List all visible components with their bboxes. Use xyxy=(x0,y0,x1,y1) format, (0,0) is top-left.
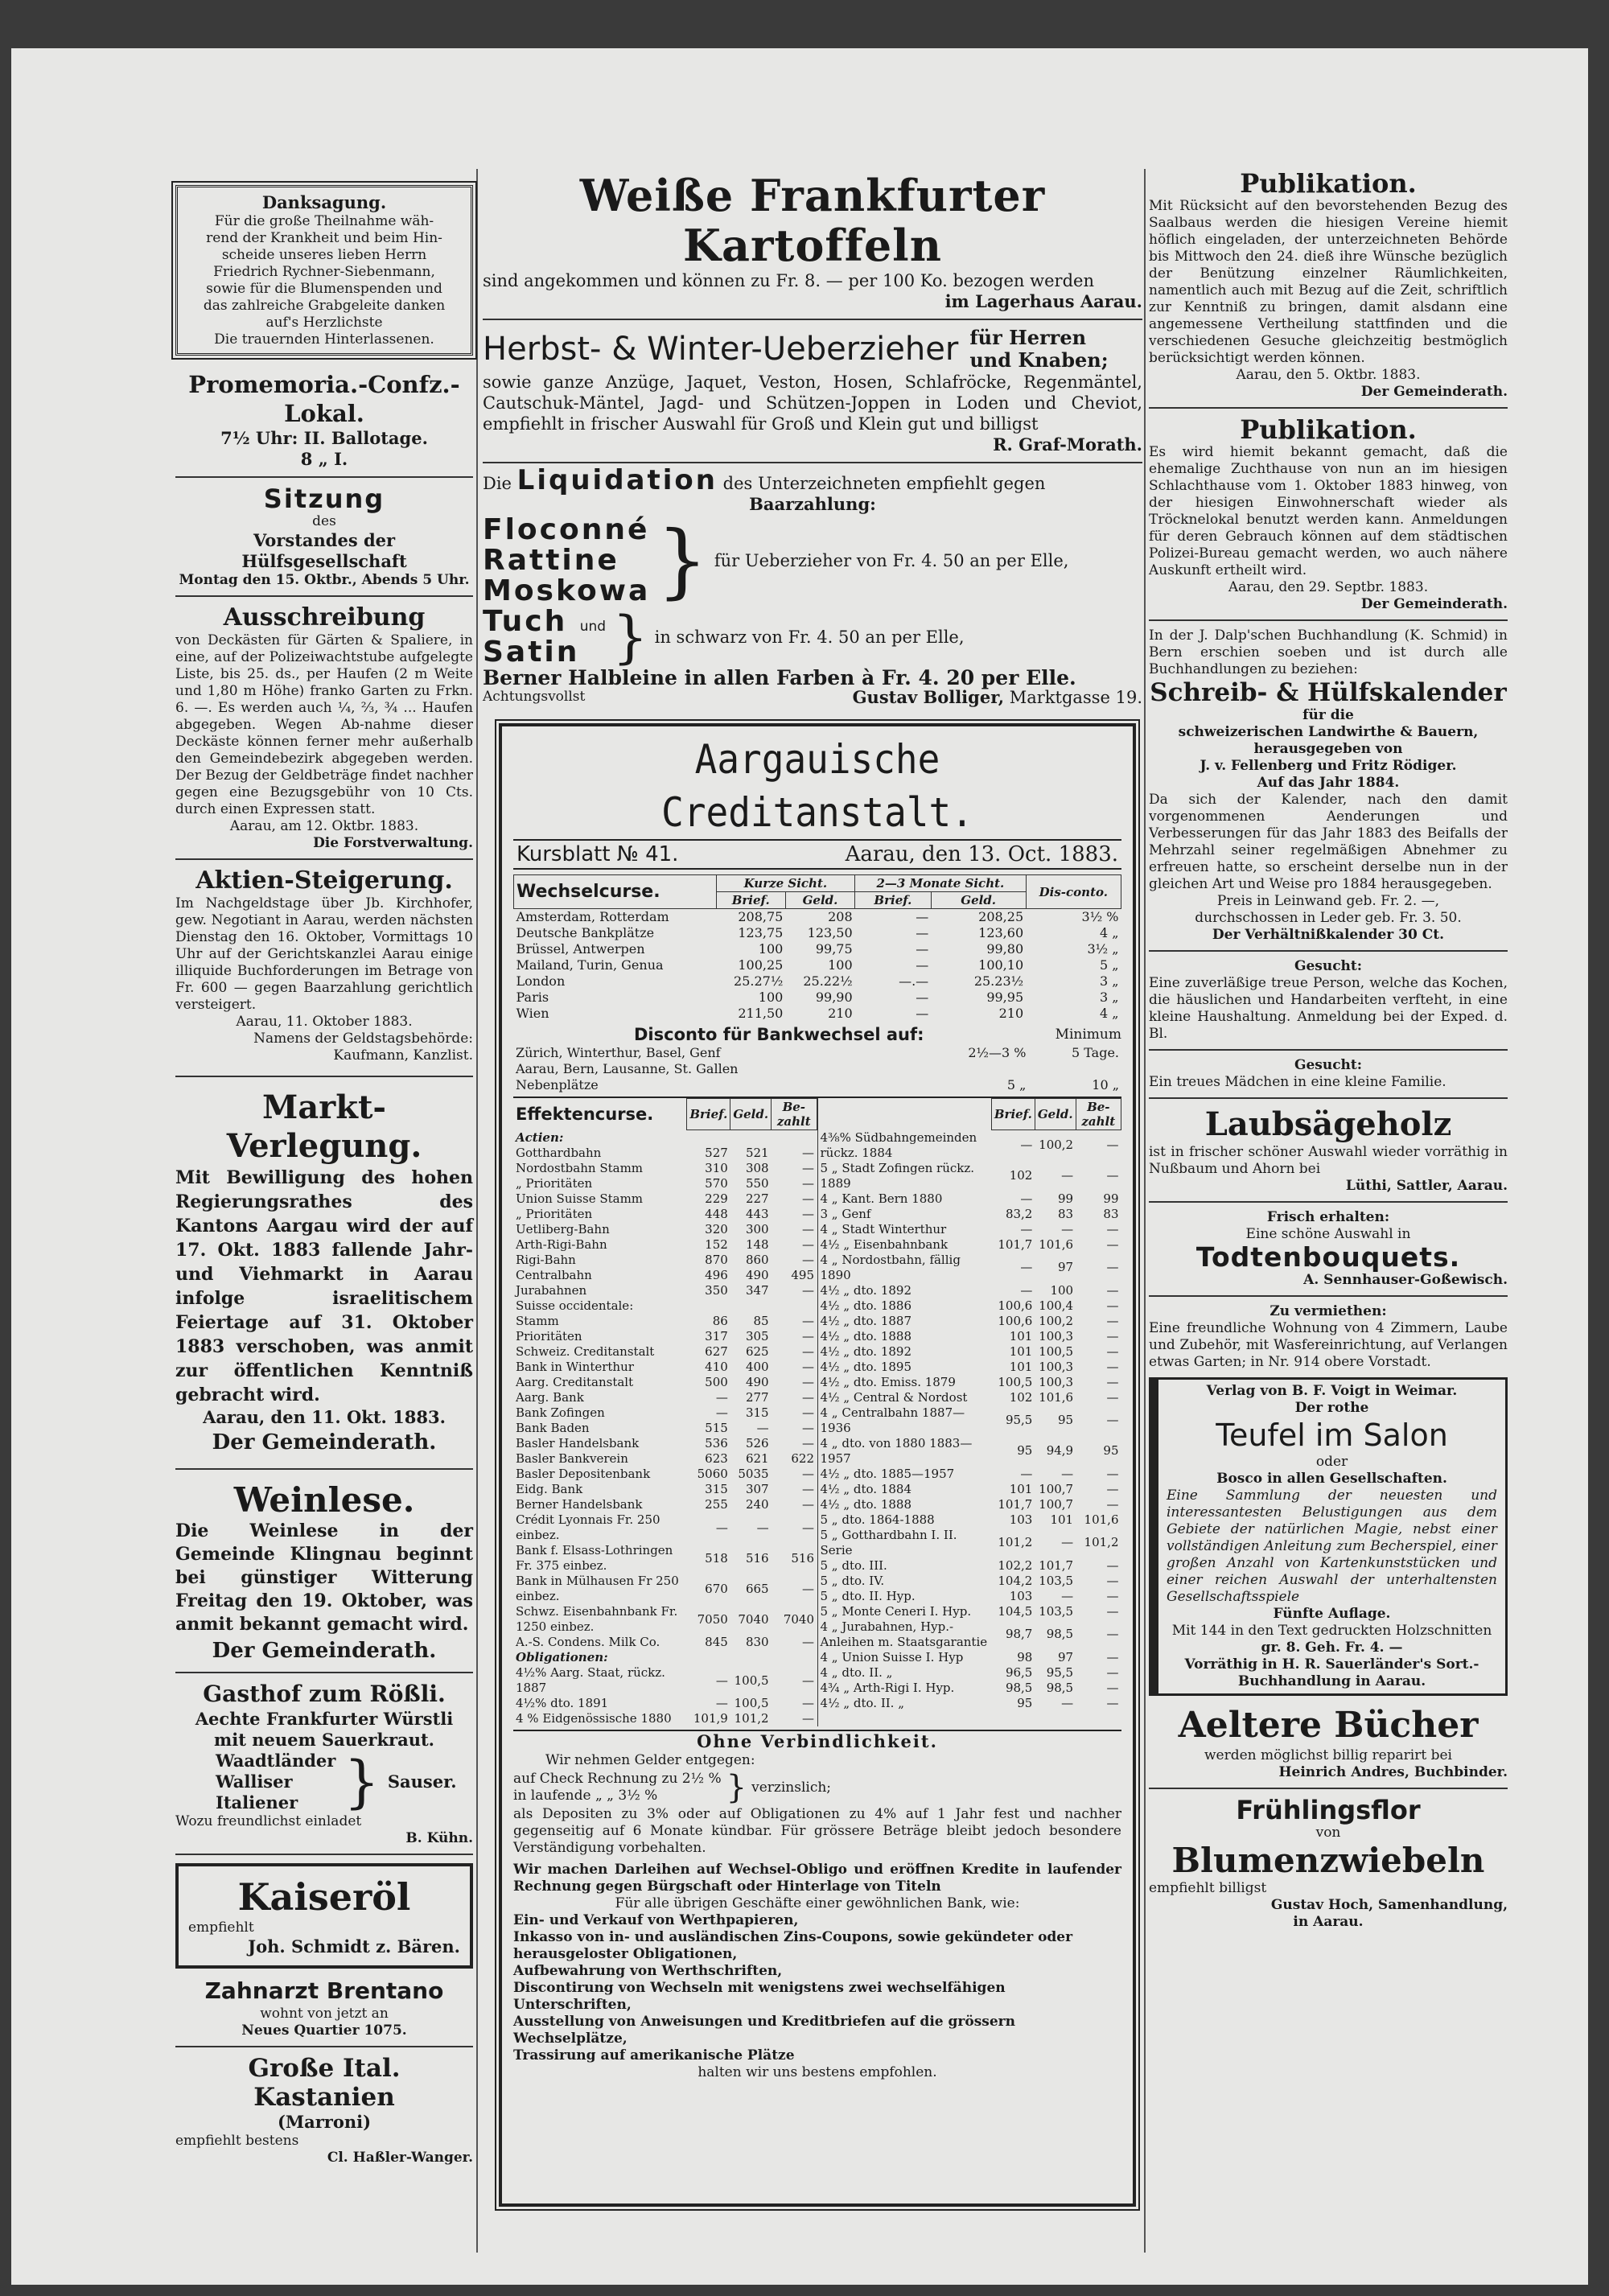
aktien-sign-2: Kaufmann, Kanzlist. xyxy=(333,1047,473,1064)
gesucht2-title: Gesucht: xyxy=(1294,1057,1363,1073)
dalp-body: In der J. Dalp'schen Buchhandlung (K. Schmid) in Bern erschien soeben und ist durch alle Buchhandlungen zu beziehen: xyxy=(1149,627,1508,677)
pub1-sign: Der Gemeinderath. xyxy=(1360,384,1508,400)
danksagung-line-1: Für die große Theilnahme wäh- xyxy=(214,213,434,229)
brief-head: Brief. xyxy=(716,892,785,909)
aktien-row: Schwz. Eisenbahnbank Fr. 1250 einbez. 7050 7040 7040 xyxy=(516,1604,814,1634)
ausschreibung-sign: Die Forstverwaltung. xyxy=(313,835,473,851)
fruehling-von: von xyxy=(1315,1825,1341,1841)
herbst-side-1: für Herren xyxy=(969,326,1087,349)
liq-item-3: Moskowa xyxy=(483,574,651,607)
obligation-row: 4½ „ dto. 1884 101 100,7 — xyxy=(820,1481,1119,1496)
schreib-price-2: durchschossen in Leder geb. Fr. 3. 50. xyxy=(1195,910,1462,926)
teufel-aufl: Fünfte Auflage. xyxy=(1273,1606,1391,1622)
aktien-row: Aarg. Bank — 277 — xyxy=(516,1390,814,1405)
uebrig: Für alle übrigen Geschäfte einer gewöhnlichen Bank, wie: xyxy=(615,1895,1020,1911)
teufel-mit: Mit 144 in den Text gedruckten Holzschnitten xyxy=(1171,1623,1492,1639)
obligation-row: 5 „ dto. IV. 104,2 103,5 — xyxy=(820,1573,1119,1588)
danksagung-ad xyxy=(175,185,473,356)
effekten-left-table xyxy=(513,1098,817,1726)
liquidation-price-2: in schwarz von Fr. 4. 50 an per Elle, xyxy=(654,627,965,647)
pub2-body: Es wird hiemit bekannt gemacht, daß die ehemalige Zuchthause von nun an im hiesigen Schlachthause vom 1. Oktober 1883 hinweg, von der hiesigen Einwohnerschaft wieder als Tröcknelokal benutzt werden kann. Anmeldungen für deren Gebrauch können auf dem städtischen Polizei-Bureau gemacht werden, wo auch nähere Auskunft ertheilt wird. xyxy=(1149,444,1508,578)
column-rule-right xyxy=(1144,169,1146,2253)
aktien-row: Rigi-Bahn 870 860 — xyxy=(516,1253,814,1267)
promemoria-title: Promemoria.-Confz.-Lokal. xyxy=(188,371,460,427)
zahnarzt-title: Zahnarzt Brentano xyxy=(204,1977,444,2004)
aktien-body: Im Nachgeldstage über Jb. Kirchhofer, gew. Negotiant in Aarau, werden nächsten Dienstag den 16. Oktober, Vormittags 10 Uhr auf der Gerichtskanzlei Aarau einige illiquide Buchforderungen im Betrage von Fr. 600 — gegen Baarzahlung gerichtlich versteigert. xyxy=(175,895,473,1013)
kurz-sicht: Kurze Sicht. xyxy=(716,875,855,892)
ausschreibung-body: von Deckästen für Gärten & Spaliere, in eine, auf der Polizeiwachtstube aufgelegte Liste, bis 25. ds., per Haufen (2 m Weite und 1,80 m Höhe) franko Garten zu Frkn. 6. —. Es werden auch ¼, ⅔, ¾ ... Haufen abgegeben. Wegen Ab-nahme dieser Deckäste können ferner mehr außerhalb den Gemeindebezirk abgegeben werden. Der Bezug der Geldbeträge findet nachher gegen eine Bezugsgebühr von 10 Cts. durch einen Expressen statt. xyxy=(175,632,473,817)
obligation-row: 4 „ Jurabahnen, Hyp.-Anleihen m. Staatsgarantie 98,7 98,5 — xyxy=(820,1619,1119,1649)
gesucht1-body: Eine zuverläßige treue Person, welche das Kochen, die häuslichen und Handarbeiten verfteht, in eine kleine Haushaltung. Anmeldung bei der Exped. d. Bl. xyxy=(1149,975,1508,1042)
pub1-body: Mit Rücksicht auf den bevorstehenden Bezug des Saalbaus werden die hiesigen Vereine hiemit höflich eingeladen, der unterzeichneten Behörde bis Mittwoch den 24. dieß ihre Wünsche bezüglich der Benützung einzelner Räumlichkeiten, namentlich auch mit Bezug auf die Zeit, schriftlich zur Kenntniß zu bringen, damit alsdann eine angemessene Vertheilung stattfinden und die verschiedenen Gesuche gleichzeitig bestmöglich berücksichtigt werden können. xyxy=(1149,198,1508,366)
geschaeft-item-5: Ausstellung von Anweisungen und Kreditbriefen auf die grössern Wechselplätze, xyxy=(513,2014,1015,2047)
right-column xyxy=(1149,169,1508,1931)
aktien-row: Bank Zofingen — 315 — xyxy=(516,1405,814,1420)
fruehling-title: Frühlingsflor xyxy=(1236,1795,1421,1825)
geschaeft-item-6: Trassirung auf amerikanische Plätze xyxy=(513,2047,795,2064)
kartoffeln-title: Weiße Frankfurter Kartoffeln xyxy=(579,170,1046,271)
obligation-row: 4½ „ dto. 1892 — 100 — xyxy=(820,1282,1119,1298)
markt-title: Markt-Verlegung. xyxy=(226,1088,422,1165)
schreib-line-5: Auf das Jahr 1884. xyxy=(1257,775,1400,791)
obligation-row: 5 „ dto. II. Hyp. 103 — — xyxy=(820,1588,1119,1603)
obligation-row: 5 „ Gotthardbahn I. II. Serie 101,2 — 101,2 xyxy=(820,1527,1119,1557)
middle-column xyxy=(483,171,1142,2207)
obligation-row: 3 „ Genf 83,2 83 83 xyxy=(820,1206,1119,1221)
verlag: Verlag von B. F. Voigt in Weimar. xyxy=(1206,1383,1458,1399)
markt-date: Aarau, den 11. Okt. 1883. xyxy=(203,1407,446,1427)
pub2-title: Publikation. xyxy=(1240,414,1417,445)
gasthof-invite: Wozu freundlichst einladet xyxy=(175,1813,362,1829)
aktien-row: Eidg. Bank 315 307 — xyxy=(516,1482,814,1496)
sitzung-line-2: Vorstandes der Hülfsgesellschaft xyxy=(241,530,407,571)
aktien-row: Crédit Lyonnais Fr. 250 einbez. — — — xyxy=(516,1512,814,1542)
aktien-sign-1: Namens der Geldstagsbehörde: xyxy=(253,1031,473,1047)
gesucht2-body: Ein treues Mädchen in eine kleine Familie. xyxy=(1149,1074,1446,1090)
buecher-body: werden möglichst billig reparirt bei xyxy=(1204,1747,1452,1763)
gasthof-sign: B. Kühn. xyxy=(405,1830,473,1846)
geld-body: als Depositen zu 3% oder auf Obligationen zu 4% auf 1 Jahr fest und nachher gegenseitig auf 6 Monate kündbar. Für grössere Beträge bleibt jedoch besondere Verständigung vorbehalten. xyxy=(513,1806,1121,1856)
danksagung-line-8: Die trauernden Hinterlassenen. xyxy=(214,331,434,348)
liquidation-post: des Unterzeichneten empfiehlt gegen xyxy=(722,474,1046,493)
geschaeft-item-4: Discontirung von Wechseln mit wenigstens zwei wechselfähigen Unterschriften, xyxy=(513,1980,1006,2013)
brace: } xyxy=(344,1749,380,1815)
obligation-row: 4½% Aarg. Staat, rückz. 1887 — 100,5 — xyxy=(516,1665,814,1695)
obligation-row: 4½ „ dto. 1895 101 100,3 — xyxy=(820,1359,1119,1374)
teufel-title: Teufel im Salon xyxy=(1216,1418,1448,1453)
brief-head: Brief. xyxy=(687,1099,730,1130)
effekten-section xyxy=(513,1097,1121,1726)
geschaeft-item-1: Ein- und Verkauf von Werthpapieren, xyxy=(513,1912,799,1928)
kastanien-sub: (Marroni) xyxy=(277,2112,372,2132)
disconto-row: Aarau, Bern, Lausanne, St. Gallen xyxy=(516,1061,739,1076)
wine-1: Waadtländer xyxy=(216,1751,336,1771)
credit-title: Aargauische Creditanstalt. xyxy=(661,736,973,836)
liquidation-line xyxy=(483,464,1142,496)
liq-und: und xyxy=(579,619,607,635)
danksagung-text xyxy=(186,213,463,348)
aktien-row: Basler Bankverein 623 621 622 xyxy=(516,1451,814,1466)
liq-item-2: Rattine xyxy=(483,544,619,577)
obligation-row: 4½ „ dto. Emiss. 1879 100,5 100,3 — xyxy=(820,1374,1119,1389)
kursblatt-date: Aarau, den 13. Oct. 1883. xyxy=(845,842,1118,866)
danksagung-line-5: sowie für die Blumenspenden und xyxy=(206,281,442,297)
todt-title: Todtenbouquets. xyxy=(1195,1241,1461,1273)
kastanien-foot: empfiehlt bestens xyxy=(175,2133,299,2149)
herbst-side-2: und Knaben; xyxy=(969,348,1109,372)
aktien-row: A.-S. Condens. Milk Co. 845 830 — xyxy=(516,1635,814,1649)
aktien-row: Basler Handelsbank 536 526 — xyxy=(516,1436,814,1450)
bezahlt-head: Be-zahlt xyxy=(1076,1099,1121,1130)
aktien-row: Bank in Mülhausen Fr 250 einbez. 670 665 — xyxy=(516,1574,814,1603)
kartoffeln-line-1: sind angekommen und können zu Fr. 8. — per 100 Ko. bezogen werden xyxy=(483,271,1094,290)
obligation-row: 4 „ Nordostbahn, fällig 1890 — 97 — xyxy=(820,1252,1119,1282)
herbst-body: sowie ganze Anzüge, Jaquet, Veston, Hosen, Schlafröcke, Regenmäntel, Cautschuk-Mäntel, Jagd- und Schützen-Joppen in Loden und Cheviot, empfiehlt in frischer Auswahl für Groß und Klein gut und billigst xyxy=(483,372,1142,434)
laub-sign: Lüthi, Sattler, Aarau. xyxy=(1345,1178,1508,1194)
effekten-heading: Effektencurse. xyxy=(516,1105,654,1124)
teufel-pre: Der rothe xyxy=(1294,1400,1369,1416)
aktien-row: „ Prioritäten 570 550 — xyxy=(516,1176,814,1191)
buecher-sign: Heinrich Andres, Buchbinder. xyxy=(1278,1764,1508,1780)
kursblatt-bar xyxy=(513,839,1121,870)
teufel-sub: Bosco in allen Gesellschaften. xyxy=(1216,1471,1447,1487)
herbst-sign: R. Graf-Morath. xyxy=(993,434,1142,455)
promemoria-line-2: 8 „ I. xyxy=(300,449,348,469)
schreib-title: Schreib- & Hülfskalender xyxy=(1150,678,1507,707)
geld-intro: Wir nehmen Gelder entgegen: xyxy=(545,1752,755,1768)
obligation-row: 4 „ dto. II. „ 96,5 95,5 — xyxy=(820,1664,1119,1680)
ohne-verbindlichkeit: Ohne Verbindlichkeit. xyxy=(513,1730,1121,1752)
aktien-row: Suisse occidentale: xyxy=(516,1298,634,1313)
bezahlt-head: Be-zahlt xyxy=(772,1099,817,1130)
liq-item-4: Tuch und xyxy=(483,605,607,638)
lang-sicht: 2—3 Monate Sicht. xyxy=(855,875,1026,892)
aktien-row: Union Suisse Stamm 229 227 — xyxy=(516,1191,814,1206)
sitzung-line-3: Montag den 15. Oktbr., Abends 5 Uhr. xyxy=(179,572,470,588)
liq-item-5: Satin xyxy=(483,636,580,669)
aktien-row: Uetliberg-Bahn 320 300 — xyxy=(516,1222,814,1236)
herbst-header xyxy=(483,327,1142,372)
pub1-title: Publikation. xyxy=(1240,168,1417,199)
danksagung-line-2: rend der Krankheit und beim Hin- xyxy=(206,230,442,246)
aktien-title: Aktien-Steigerung. xyxy=(195,866,453,895)
brief-head: Brief. xyxy=(855,892,932,909)
geld-line-1: auf Check Rechnung zu 2½ % xyxy=(513,1771,722,1787)
liquidation-addr: Marktgasse 19. xyxy=(1009,688,1142,707)
blumen-place: in Aarau. xyxy=(1293,1914,1364,1930)
disconto-row: Nebenplätze 5 „ 10 „ xyxy=(516,1077,1119,1092)
schreib-body: Da sich der Kalender, nach den damit vorgenommenen Aenderungen und Verbesserungen für das Jahr 1883 des Beifalls der Mehrzahl seiner regelmäßigen Abnehmer zu erfreuen hatte, so erscheint derselbe nun in der gleichen Art und Weise pro 1884 herausgegeben. xyxy=(1149,792,1508,892)
left-column xyxy=(175,185,473,2166)
liquidation-cash: Baarzahlung: xyxy=(749,494,876,514)
kaiseroel-sub: empfiehlt xyxy=(188,1920,254,1936)
wechsel-row: Amsterdam, Rotterdam 208,75 208 — 208,25 3½ % xyxy=(516,909,1119,924)
aktien-row: „ Prioritäten 448 443 — xyxy=(516,1207,814,1221)
darleihen: Wir machen Darleihen auf Wechsel-Obligo und eröffnen Kredite in laufender Rechnung gegen Bürgschaft oder Hinterlage von Titeln xyxy=(513,1862,1121,1895)
kartoffeln-line-2: im Lagerhaus Aarau. xyxy=(944,291,1142,311)
aktien-row: Jurabahnen 350 347 — xyxy=(516,1283,814,1298)
liquidation-group-1 xyxy=(483,515,1142,607)
aktien-row: Schweiz. Creditanstalt 627 625 — xyxy=(516,1344,814,1359)
aktien-row: Aarg. Creditanstalt 500 490 — xyxy=(516,1375,814,1389)
schreib-line-4: J. v. Fellenberg und Fritz Rödiger. xyxy=(1200,758,1457,774)
obligation-row: 4½ „ dto. 1885—1957 — — — xyxy=(820,1466,1119,1481)
effekten-right-table xyxy=(818,1098,1122,1711)
kaiseroel-ad xyxy=(175,1863,473,1969)
markt-body: Mit Bewilligung des hohen Regierungsrathes des Kantons Aargau wird der auf 17. Okt. 1883 fallende Jahr- und Viehmarkt in Aarau infolge israelitischem Feiertage auf 31. Oktober 1883 verschoben, was anmit zur öffentlichen Kenntniß gebracht wird. xyxy=(175,1167,473,1405)
schreib-verh: Der Verhältnißkalender 30 Ct. xyxy=(1212,927,1445,943)
obligation-row: 4½% dto. 1891 — 100,5 — xyxy=(516,1696,814,1710)
geld-head: Geld. xyxy=(785,892,854,909)
liquidation-price-1: für Ueberzieher von Fr. 4. 50 an per Elle, xyxy=(714,551,1069,570)
markt-sign: Der Gemeinderath. xyxy=(212,1430,437,1455)
disconto-table xyxy=(513,1045,1121,1093)
liquidation-sign: Gustav Bolliger, xyxy=(852,687,1005,707)
wechsel-row: London 25.27½ 25.22½ —.— 25.23½ 3 „ xyxy=(516,973,1119,989)
weinlese-sign: Der Gemeinderath. xyxy=(212,1639,437,1663)
wechsel-table xyxy=(513,874,1121,1022)
obligation-row: 4¾ „ Arth-Rigi I. Hyp. 98,5 98,5 — xyxy=(820,1680,1119,1695)
obligation-row: 4½ „ dto. 1887 100,6 100,2 — xyxy=(820,1313,1119,1328)
schreib-line-3: herausgegeben von xyxy=(1253,741,1403,757)
teufel-oder: oder xyxy=(1315,1454,1348,1470)
danksagung-line-6: das zahlreiche Grabgeleite danken xyxy=(203,298,446,314)
disconto-heading-line xyxy=(513,1027,1121,1045)
obligation-row: 4 „ Union Suisse I. Hyp 98 97 — xyxy=(820,1649,1119,1664)
verm-title: Zu vermiethen: xyxy=(1270,1303,1387,1319)
aktien-date: Aarau, 11. Oktober 1883. xyxy=(236,1014,413,1030)
obligation-row: 4½ „ Eisenbahnbank 101,7 101,6 — xyxy=(820,1236,1119,1252)
aktien-row: Prioritäten 317 305 — xyxy=(516,1329,814,1343)
obligation-row: 4½ „ dto. 1886 100,6 100,4 — xyxy=(820,1298,1119,1313)
frisch-sub: Eine schöne Auswahl in xyxy=(1245,1226,1411,1242)
schreib-line-1: für die xyxy=(1302,707,1354,723)
geschaeft-item-3: Aufbewahrung von Werthschriften, xyxy=(513,1963,783,1979)
kaiseroel-title: Kaiseröl xyxy=(237,1875,411,1919)
disconto-title: Disconto für Bankwechsel auf: xyxy=(634,1025,924,1044)
buecher-title: Aeltere Bücher xyxy=(1178,1705,1479,1746)
gasthof-line-1: Aechte Frankfurter Würstli xyxy=(195,1709,454,1729)
disconto-row: Zürich, Winterthur, Basel, Genf 2½—3 % 5 Tage. xyxy=(516,1045,1119,1060)
gesucht1-title: Gesucht: xyxy=(1294,958,1363,974)
danksagung-line-7: auf's Herzlichste xyxy=(265,315,383,331)
herbst-title: Herbst- & Winter-Ueberzieher xyxy=(483,331,959,368)
obligation-row: 4 „ Kant. Bern 1880 — 99 99 xyxy=(820,1191,1119,1206)
aktien-row: Bank in Winterthur 410 400 — xyxy=(516,1360,814,1374)
aktien-row: Bank Baden 515 — — xyxy=(516,1421,814,1435)
liquidation-group-2 xyxy=(483,604,1142,670)
danksagung-line-4: Friedrich Rychner-Siebenmann, xyxy=(213,264,435,280)
aktien-row: Nordostbahn Stamm 310 308 — xyxy=(516,1161,814,1175)
obligation-row: 5 „ Stadt Zofingen rückz. 1889 102 — — xyxy=(820,1160,1119,1191)
aktien-heading: Actien: xyxy=(516,1130,564,1145)
liquidation-pre: Die xyxy=(483,474,512,493)
pub1-date: Aarau, den 5. Oktbr. 1883. xyxy=(1236,367,1421,383)
disconto-min: Minimum xyxy=(1055,1027,1121,1043)
obligation-row: 4 „ Stadt Winterthur — — — xyxy=(820,1221,1119,1236)
obligation-row: 4½ „ Central & Nordost 102 101,6 — xyxy=(820,1389,1119,1405)
pub2-sign: Der Gemeinderath. xyxy=(1360,596,1508,612)
obligation-row: 4½ „ dto. 1888 101,7 100,7 — xyxy=(820,1496,1119,1512)
obligation-row: 4 „ Centralbahn 1887—1936 95,5 95 — xyxy=(820,1405,1119,1435)
weinlese-body: Die Weinlese in der Gemeinde Klingnau beginnt bei günstiger Witterung Freitag den 19. Oktober, was anmit bekannt gemacht wird. xyxy=(175,1520,473,1635)
sitzung-line-1: des xyxy=(312,513,336,529)
obligation-row: 4½ „ dto. II. „ 95 — — xyxy=(820,1695,1119,1710)
wechsel-row: Brüssel, Antwerpen 100 99,75 — 99,80 3½ „ xyxy=(516,941,1119,957)
geschaefte-list xyxy=(513,1912,1121,2064)
geschaeft-item-2: Inkasso von in- und ausländischen Zins-Coupons, sowie gekündeter oder herausgeloster Obligationen, xyxy=(513,1929,1073,1962)
kastanien-title: Große Ital. Kastanien xyxy=(248,2054,401,2112)
gasthof-line-2: mit neuem Sauerkraut. xyxy=(214,1730,434,1750)
aktien-row: Arth-Rigi-Bahn 152 148 — xyxy=(516,1237,814,1252)
aktien-row: Centralbahn 496 490 495 xyxy=(516,1268,814,1282)
geld-line-2: in laufende „ „ 3½ % xyxy=(513,1788,658,1804)
wine-3: Italiener xyxy=(216,1792,298,1813)
sauser: Sauser. xyxy=(387,1771,457,1792)
schreib-line-2: schweizerischen Landwirthe & Bauern, xyxy=(1178,724,1479,740)
wechsel-heading: Wechselcurse. xyxy=(514,875,717,909)
wechsel-row: Wien 211,50 210 — 210 4 „ xyxy=(516,1006,1119,1021)
wechsel-row: Deutsche Bankplätze 123,75 123,50 — 123,60 4 „ xyxy=(516,925,1119,940)
brief-head: Brief. xyxy=(991,1099,1035,1130)
frisch-title: Frisch erhalten: xyxy=(1266,1209,1390,1225)
danksagung-line-3: scheide unseres lieben Herrn xyxy=(221,247,427,263)
credit-close: halten wir uns bestens empfohlen. xyxy=(698,2064,937,2080)
aktien-row: Bank f. Elsass-Lothringen Fr. 375 einbez. 518 516 516 xyxy=(516,1543,814,1573)
obligationen-heading: Obligationen: xyxy=(516,1650,608,1664)
teufel-price: gr. 8. Geh. Fr. 4. — xyxy=(1261,1640,1403,1656)
liquidation-word: Liquidation xyxy=(516,464,718,496)
gasthof-wines xyxy=(216,1751,473,1813)
aktien-row: Gotthardbahn 527 521 — xyxy=(516,1146,814,1160)
aktien-row: Stamm 86 85 — xyxy=(516,1314,814,1328)
schreib-price-1: Preis in Leinwand geb. Fr. 2. —, xyxy=(1216,893,1440,909)
obligation-row: 4½ „ dto. 1892 101 100,5 — xyxy=(820,1343,1119,1359)
brace: } xyxy=(656,513,708,607)
danksagung-title: Danksagung. xyxy=(261,192,387,212)
obligation-row: 4½ „ dto. 1888 101 100,3 — xyxy=(820,1328,1119,1343)
kastanien-sign: Cl. Haßler-Wanger. xyxy=(327,2150,473,2166)
teufel-body: Eine Sammlung der neuesten und interessantesten Belustigungen aus dem Gebiete der natürlichen Magie, nebst einer vollständigen Anleitung zum Becherspiel, einer großen Anzahl von Kartenkunststücken und einer reichen Auswahl der unterhaltensten Gesellschaftsspiele xyxy=(1167,1487,1497,1605)
liq-item-1: Floconné xyxy=(483,513,650,546)
obligation-row: 5 „ dto. III. 102,2 101,7 — xyxy=(820,1557,1119,1573)
pub2-date: Aarau, den 29. Septbr. 1883. xyxy=(1228,579,1429,595)
promemoria-line-1: 7½ Uhr: II. Ballotage. xyxy=(220,428,428,448)
sitzung-title: Sitzung xyxy=(263,483,385,514)
obligation-row: 5 „ Monte Ceneri I. Hyp. 104,5 103,5 — xyxy=(820,1603,1119,1619)
ausschreibung-title: Ausschreibung xyxy=(223,603,426,632)
obligation-row: 4⅜% Südbahngemeinden rückz. 1884 — 100,2 — xyxy=(820,1129,1119,1160)
aktien-row: Basler Depositenbank 5060 5035 — xyxy=(516,1467,814,1481)
zahnarzt-line-2: Neues Quartier 1075. xyxy=(241,2022,407,2039)
liquidation-foot: Achtungsvollst Gustav Bolliger, Marktgasse 19. xyxy=(483,687,1142,707)
brace: } xyxy=(612,604,648,670)
ausschreibung-date: Aarau, am 12. Oktbr. 1883. xyxy=(229,818,419,834)
weinlese-title: Weinlese. xyxy=(233,1480,415,1520)
geld-verz: verzinslich; xyxy=(751,1779,832,1796)
obligation-row: 4 „ dto. von 1880 1883—1957 95 94,9 95 xyxy=(820,1435,1119,1466)
todt-sign: A. Sennhauser-Goßewisch. xyxy=(1303,1272,1508,1288)
wechsel-row: Mailand, Turin, Genua 100,25 100 — 100,10 5 „ xyxy=(516,957,1119,973)
geld-head: Geld. xyxy=(730,1099,772,1130)
teufel-ad xyxy=(1149,1377,1508,1696)
zahnarzt-line-1: wohnt von jetzt an xyxy=(260,2006,389,2022)
geld-head: Geld. xyxy=(931,892,1026,909)
aktien-row: Berner Handelsbank 255 240 — xyxy=(516,1497,814,1512)
blumen-emp: empfiehlt billigst xyxy=(1149,1880,1267,1896)
laub-body: ist in frischer schöner Auswahl wieder vorräthig in Nußbaum und Ahorn bei xyxy=(1149,1144,1508,1177)
creditanstalt-ad: Aargauische Creditanstalt. Kursblatt № 41. Aarau, den 13. Oct. 1883. Wechselcurse. Kurze Sicht. 2—3 Monate Sicht. Dis-conto. Brief. Geld. Brief. Geld. Amsterdam, Rotterdam 208,75 208 — 208,25 3½ % Deutsche Bankplätze 123,75 123,50 — 123,60 4 „ Brüssel, Antwerpen 100 99,75 — 99,80 3½ „ Mailand, Turin, Genua 100,25 100 — 100,10 5 „ London 25.27½ 25.22½ —.— 25.23½ 3 „ Paris 100 99,90 — 99,95 3 „ Wien 211,50 210 — 210 4 „ Disconto für Bankwechsel auf: Minimum Zürich, Winterthur, Basel, Genf 2½—3 % 5 Tage. Aarau, Bern, Lausanne, St. Gallen Nebenplätze 5 „ 10 „ Effektencurse. Brief. Geld. Be-zahlt Actien: Gotthardbahn 527 521 — Nordostbahn Stamm 310 308 — „ Prioritäten 570 550 — Union Suisse Stamm 229 227 — „ Prioritäten 448 443 — Uetliberg-Bahn 320 300 — Arth-Rigi-Bahn 152 148 — Rigi-Bahn 870 860 — Centralbahn 496 490 495 Jurabahnen 350 347 — Suisse occidentale: Stamm 86 85 — Prioritäten 317 305 — Schweiz. Creditanstalt 627 625 — Bank in Winterthur 410 400 — Aarg. Creditanstalt 500 490 — Aarg. Bank — 277 — Bank Zofingen — 315 — Bank Baden 515 — — Basler Handelsbank 536 526 — Basler Bankverein 623 621 622 Basler Depositenbank 5060 5035 — Eidg. Bank 315 307 — Berner Handelsbank 255 240 — Crédit Lyonnais Fr. 250 einbez. — — — Bank f. Elsass-Lothringen Fr. 375 einbez. 518 516 516 Bank in Mülhausen Fr 250 einbez. 670 665 — Schwz. Eisenbahnbank Fr. 1250 einbez. 7050 7040 7040 A.-S. Condens. Milk Co. 845 830 — Obligationen: 4½% Aarg. Staat, rückz. 1887 — 100,5 — 4½% dto. 1891 — 100,5 — 4 % Eidgenössische 1880 101,9 101,2 — Brief. Geld. Be-zahlt 4⅜% Südbahngemeinden rückz. 1884 — 100,2 — 5 „ Stadt Zofingen rückz. 1889 102 — — 4 „ Kant. Bern 1880 — 99 99 3 „ Genf 83,2 83 83 4 „ Stadt Winterthur — — — 4½ „ Eisenbahnbank 101,7 101,6 — 4 „ Nordostbahn, fällig 1890 — 97 — 4½ „ dto. 1892 — 100 — 4½ „ dto. 1886 100,6 100,4 — 4½ „ dto. 1887 100,6 100,2 — 4½ „ dto. 1888 101 100,3 — 4½ „ dto. 1892 101 100,5 — 4½ „ dto. 1895 101 100,3 — 4½ „ dto. Emiss. 1879 100,5 100,3 — 4½ „ Central & Nordost 102 101,6 — 4 „ Centralbahn 1887—1936 95,5 95 — 4 „ dto. von 1880 1883—1957 95 94,9 95 4½ „ dto. 1885—1957 — — — 4½ „ dto. 1884 101 100,7 — 4½ „ dto. 1888 101,7 100,7 — 5 „ dto. 1864-1888 103 101 101,6 5 „ Gotthardbahn I. II. Serie 101,2 — 101,2 5 „ dto. III. 102,2 101,7 — 5 „ dto. IV. 104,2 103,5 — 5 „ dto. II. Hyp. 103 — — 5 „ Monte Ceneri I. Hyp. 104,5 103,5 — 4 „ Jurabahnen, Hyp.-Anleihen m. Staatsgarantie 98,7 98,5 — 4 „ Union Suisse I. Hyp 98 97 — 4 „ dto. II. „ 96,5 95,5 — 4¾ „ Arth-Rigi I. Hyp. 98,5 98,5 — 4½ „ dto. II. „ 95 — — Ohne Verbindlichkeit. Wir nehmen Gelder entgegen: auf Check Rechnung zu 2½ % in laufende „ „ 3½ % } verzinslich; als Depositen zu 3% oder auf Obligationen zu 4% auf 1 Jahr fest und nachher gegenseitig auf 6 Monate kündbar. Für grössere Beträge bleibt jedoch besondere Verständigung vorbehalten. Wir machen Darleihen auf Wechsel-Obligo und eröffnen Kredite in laufender Rechnung gegen Bürgschaft oder Hinterlage von Titeln Für alle übrigen Geschäfte einer gewöhnlichen Bank, wie: Ein- und Verkauf von Werthpapieren, Inkasso von in- und ausländischen Zins-Coupons, sowie gekündeter oder herausgeloster Obligationen, Aufbewahrung von Werthschriften, Discontirung von Wechseln mit wenigstens zwei wechselfähigen Unterschriften, Ausstellung von Anweisungen und Kreditbriefen auf die grössern Wechselplätze, Trassirung auf amerikanische Plätze halten wir uns bestens empfohlen. xyxy=(499,723,1136,2207)
column-rule-left xyxy=(476,169,478,2253)
verm-body: Eine freundliche Wohnung von 4 Zimmern, Laube und Zubehör, mit Wasfereinrichtung, auf Verlangen etwas Garten; in Nr. 914 obere Vorstadt. xyxy=(1149,1320,1508,1370)
schreib-lines xyxy=(1149,707,1508,792)
liquidation-berner: Berner Halbleine in allen Farben à Fr. 4. 20 per Elle. xyxy=(483,666,1076,689)
disconto-head: Dis-conto. xyxy=(1026,875,1121,909)
gasthof-title: Gasthof zum Rößli. xyxy=(203,1681,446,1707)
blumen-title: Blumenzwiebeln xyxy=(1171,1841,1485,1880)
kaiseroel-sign: Joh. Schmidt z. Bären. xyxy=(248,1936,460,1957)
geld-head: Geld. xyxy=(1035,1099,1076,1130)
wechsel-row: Paris 100 99,90 — 99,95 3 „ xyxy=(516,990,1119,1005)
kursblatt-no: Kursblatt № 41. xyxy=(516,842,679,866)
obligation-row: 5 „ dto. 1864-1888 103 101 101,6 xyxy=(820,1512,1119,1527)
laub-title: Laubsägeholz xyxy=(1204,1105,1452,1143)
teufel-vorr: Vorräthig in H. R. Sauerländer's Sort.-Buchhandlung in Aarau. xyxy=(1184,1656,1479,1689)
obligation-row: 4 % Eidgenössische 1880 101,9 101,2 — xyxy=(516,1711,814,1726)
blumen-sign: Gustav Hoch, Samenhandlung, xyxy=(1270,1897,1508,1913)
wine-2: Walliser xyxy=(216,1771,293,1792)
